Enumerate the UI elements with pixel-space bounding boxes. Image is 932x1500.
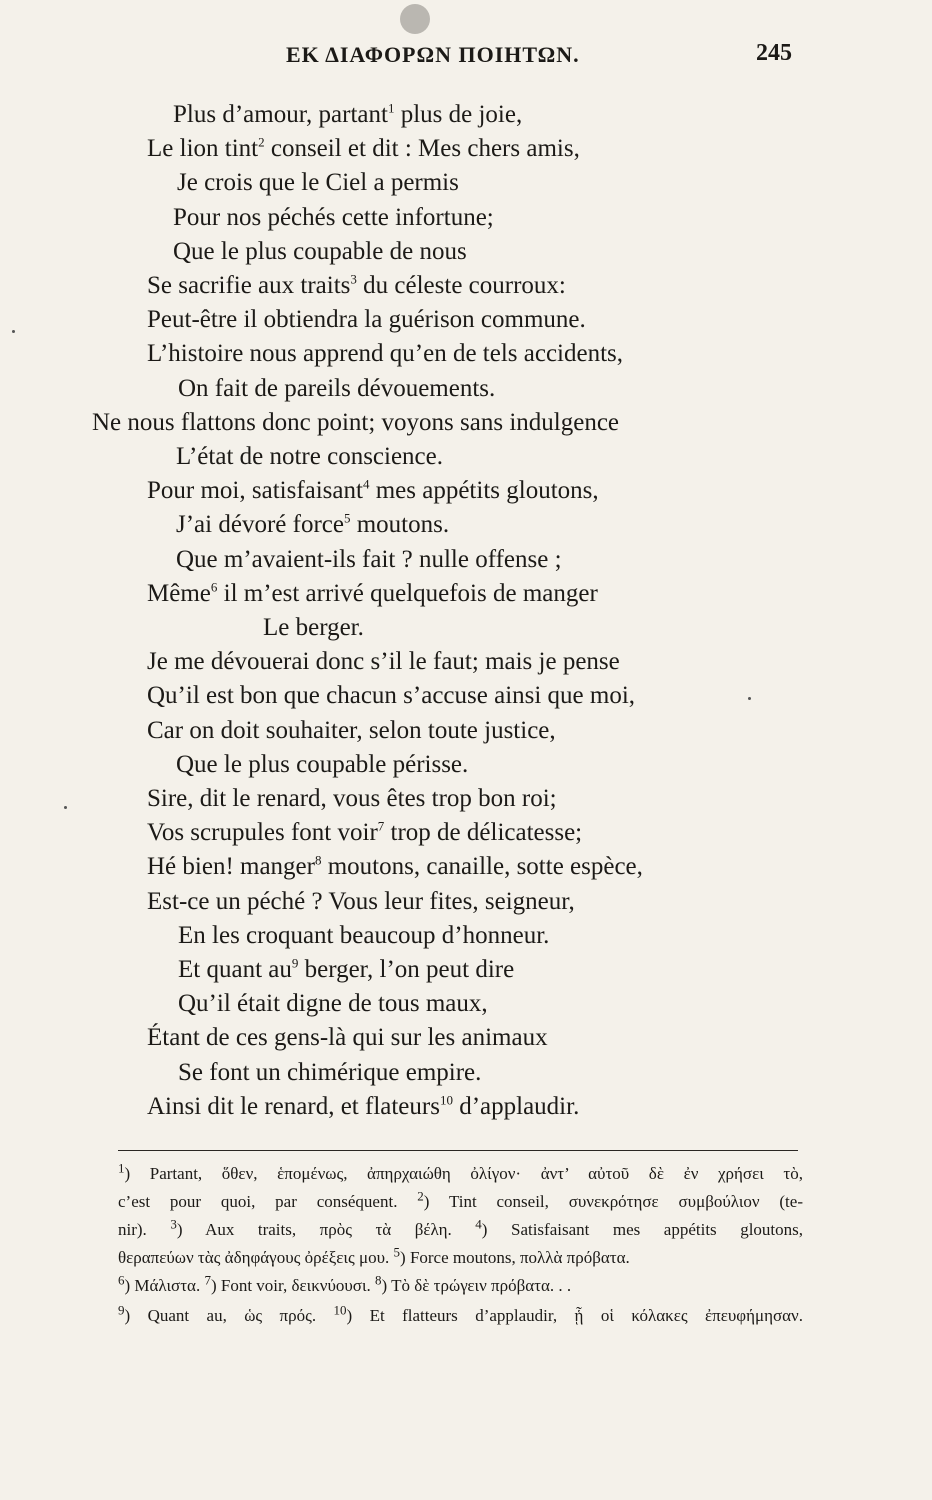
footnote-marker: 7 [377,818,385,834]
margin-mark [748,697,751,700]
poem-line-text: il m’est arrivé quelquefois de manger [217,579,598,607]
poem-line-text: Qu’il était digne de tous maux, [178,990,488,1018]
poem-line [173,100,522,134]
footnote-number: 4 [475,1216,482,1232]
poem-line-text: mes appétits gloutons, [369,477,599,505]
poem-line [147,134,580,168]
footnote-line [118,1272,803,1300]
poem-line [176,442,443,476]
footnote-text: ) Μάλιστα. [124,1276,205,1295]
poem-line [147,1092,579,1126]
footnote-marker: 3 [350,271,357,287]
ink-blot [400,4,430,34]
poem-line-text: L’état de notre conscience. [176,443,444,470]
poem-line-text: plus de joie, [394,101,523,128]
footnote-text: ) Font voir, δεικνύουσι. [210,1276,376,1295]
poem-line-text: du céleste courroux: [356,272,566,299]
footnote-text: ) Force moutons, πολλὰ πρόβατα. [400,1248,630,1267]
footnote-number: 2 [417,1188,424,1204]
poem-line-text: Est-ce un péché ? Vous leur fites, seigneur, [147,887,575,915]
poem-line-text: moutons. [350,511,450,539]
poem-line-text: Je crois que le Ciel a permis [177,169,459,197]
poem-line [177,168,459,202]
poem-line-text: Je me dévouerai donc s’il le faut; mais je pense [147,648,620,676]
poem-line-text: Et quant au [178,956,292,983]
poem-line [178,374,495,408]
poem-line [147,681,635,715]
poem-line-text: En les croquant beaucoup d’honneur. [178,921,550,949]
poem-line [176,545,562,579]
footnote-marker: 2 [258,134,265,150]
poem-line [147,305,586,339]
poem-line [147,1023,548,1057]
footnote-text: ) Satisfaisant mes appétits gloutons, [481,1220,804,1239]
poem-line [176,750,468,784]
footnote-number: 7 [204,1272,211,1288]
poem-line [176,510,449,544]
footnote-marker: 10 [439,1092,453,1108]
margin-mark [64,806,67,809]
poem-line-text: Que le plus coupable de nous [173,237,467,265]
footnote-marker: 9 [291,955,299,971]
footnote-number: 6 [118,1272,125,1288]
poem-line [178,989,488,1023]
poem-line [147,339,623,373]
footnote-line [118,1160,803,1188]
footnote-text: ) Τὸ δὲ τρώγειν πρόβατα. . . [381,1276,572,1295]
footnote-number: 8 [375,1272,382,1288]
poem-line [147,852,643,886]
footnote-text: ) Partant, ὅθεν, ἑπομένως, ἀπηρχαιώθη ὀλίγον· ἀντ’ αὐτοῦ δὲ ἐν χρήσει τὸ, [124,1164,803,1183]
poem-line [147,887,575,921]
poem-line-text: Pour nos péchés cette infortune; [173,203,494,231]
footnote-number: 1 [118,1160,125,1176]
page-header [0,42,932,82]
page-number: 245 [756,40,792,66]
footnote-text: ) Quant au, ὡς πρός. [124,1306,334,1325]
poem-line-text: Se font un chimérique empire. [178,1058,482,1086]
poem-line-text: Ne nous flattons donc point; voyons sans indulgence [92,408,620,436]
poem-line-text: J’ai dévoré force [176,511,344,539]
poem-line [173,237,467,271]
poem-line-text: Se sacrifie aux traits [147,272,351,299]
poem-line [147,579,598,613]
footnote-text: ) Tint conseil, συνεκρότησε συμβούλιον (te- [423,1192,803,1211]
poem-line-text: moutons, canaille, sotte espèce, [321,853,643,881]
footnote-marker: 6 [210,579,218,595]
poem-line-text: conseil et dit : Mes chers amis, [264,135,580,163]
poem-line-text: L’histoire nous apprend qu’en de tels accidents, [147,340,624,368]
footnote-line [118,1216,803,1244]
poem-line-text: Étant de ces gens-là qui sur les animaux [147,1024,548,1052]
footnote-number: 10 [333,1302,347,1318]
poem-line-text: Hé bien! manger [147,853,315,881]
footnote-text: ) Aux traits, πρὸς τὰ βέλη. [176,1220,476,1239]
poem-line [147,271,566,305]
footnote-text: nir). [118,1220,171,1239]
footnote-text: ) Et flatteurs d’applaudir, ᾗ οἱ κόλακες ἐπευφήμησαν. [346,1306,803,1325]
footnote-number: 3 [170,1216,177,1232]
poem-line [147,818,582,852]
poem-line [147,784,557,818]
footnote-text: c’est pour quoi, par conséquent. [118,1192,418,1211]
poem-line-text: berger, l’on peut dire [298,956,515,983]
footnote-line [118,1188,803,1216]
poem-line-text: Le berger. [263,614,364,641]
poem-line-text: trop de délicatesse; [384,819,583,847]
poem-line [173,203,494,237]
poem-line-text: d’applaudir. [452,1092,580,1120]
footnote-marker: 4 [362,476,370,492]
poem-line [263,613,364,647]
footnote-text: θεραπεύων τὰς ἀδηφάγους ὀρέξεις μου. [118,1248,394,1267]
footnote-marker: 1 [387,100,395,116]
poem-line [147,647,620,681]
poem-line [147,476,599,510]
poem-line-text: Pour moi, satisfaisant [147,477,363,505]
poem-line-text: Vos scrupules font voir [147,819,378,847]
footnote-marker: 5 [343,511,351,527]
poem-line [92,408,619,442]
poem-line [147,716,556,750]
footnote-line [118,1302,803,1330]
poem-line-text: Le lion tint [147,135,259,163]
poem-line-text: Même [147,579,211,607]
running-title: ΕΚ ΔΙΑΦΟΡΩΝ ΠΟΙΗΤΩΝ. [286,42,580,67]
poem-line-text: Que le plus coupable périsse. [176,750,469,778]
footnote-line [118,1244,803,1272]
poem-line-text: Plus d’amour, partant [173,101,388,128]
poem-line-text: On fait de pareils dévouements. [178,374,496,402]
poem-line [178,955,514,989]
poem-line [178,1058,481,1092]
footnote-marker: 8 [314,853,322,869]
footnote-number: 9 [118,1302,125,1318]
footnote-rule [118,1150,798,1151]
poem-line-text: Qu’il est bon que chacun s’accuse ainsi que moi, [147,682,636,710]
poem-line-text: Car on doit souhaiter, selon toute justice, [147,716,556,744]
margin-mark [12,330,15,333]
poem-line [178,921,549,955]
poem-line-text: Ainsi dit le renard, et flateurs [147,1092,440,1120]
footnote-number: 5 [393,1244,401,1260]
poem-line-text: Sire, dit le renard, vous êtes trop bon roi; [147,785,557,812]
poem-line-text: Peut-être il obtiendra la guérison commune. [147,306,586,334]
poem-line-text: Que m’avaient-ils fait ? nulle offense ; [176,545,562,573]
